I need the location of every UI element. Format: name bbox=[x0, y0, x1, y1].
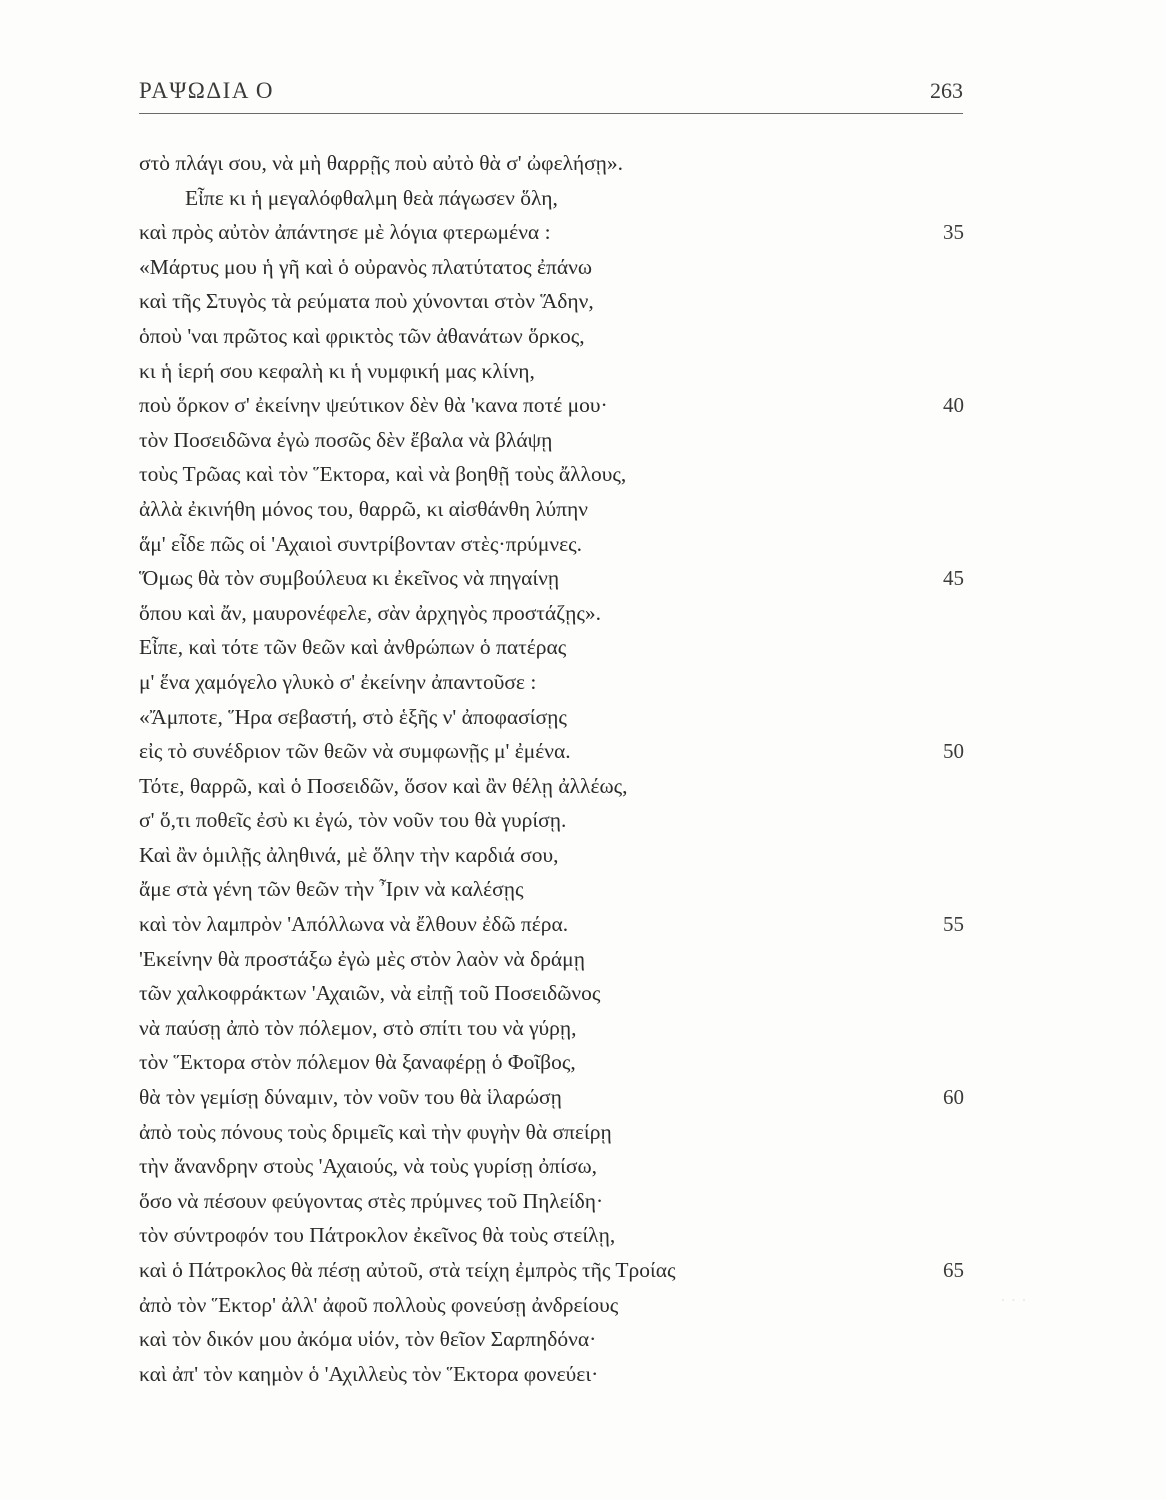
verse-text: τὴν ἄνανδρην στοὺς 'Αχαιούς, νὰ τοὺς γυρίσῃ ὀπίσω, bbox=[139, 1154, 598, 1179]
verse-line bbox=[139, 146, 969, 181]
verse-text: μ' ἕνα χαμόγελο γλυκὸ σ' ἐκείνην ἀπαντοῦσε : bbox=[139, 669, 537, 694]
verse-text: Καὶ ἂν ὁμιλῇς ἀληθινά, μὲ ὅλην τὴν καρδιά σου, bbox=[139, 842, 559, 867]
verse-text: καὶ τὸν δικόν μου ἀκόμα υἱόν, τὸν θεῖον Σαρπηδόνα· bbox=[139, 1327, 597, 1352]
verse-text: ἀπὸ τὸν Ἕκτορ' ἀλλ' ἀφοῦ πολλοὺς φονεύσῃ ἀνδρείους bbox=[139, 1292, 619, 1317]
verse-line bbox=[139, 976, 969, 1011]
verse-line bbox=[139, 492, 969, 527]
verse-line bbox=[139, 907, 969, 942]
verse-line bbox=[139, 215, 969, 250]
verse-line bbox=[139, 596, 969, 631]
verse-text: νὰ παύσῃ ἀπὸ τὸν πόλεμον, στὸ σπίτι του νὰ γύρῃ, bbox=[139, 1015, 577, 1040]
verse-line bbox=[139, 319, 969, 354]
verse-text: καὶ πρὸς αὐτὸν ἀπάντησε μὲ λόγια φτερωμένα : bbox=[139, 220, 551, 245]
verse-line bbox=[139, 1149, 969, 1184]
verse-line bbox=[139, 457, 969, 492]
verse-text: ὅσο νὰ πέσουν φεύγοντας στὲς πρύμνες τοῦ Πηλείδη· bbox=[139, 1188, 604, 1213]
verse-text: τῶν χαλκοφράκτων 'Αχαιῶν, νὰ εἰπῇ τοῦ Ποσειδῶνος bbox=[139, 981, 601, 1006]
verse-line bbox=[139, 769, 969, 804]
verse-block bbox=[139, 146, 969, 1391]
verse-line bbox=[139, 388, 969, 423]
line-number: 35 bbox=[943, 220, 964, 245]
verse-text: τὸν Ἕκτορα στὸν πόλεμον θὰ ξαναφέρῃ ὁ Φοῖβος, bbox=[139, 1050, 576, 1075]
verse-text: Ὅμως θὰ τὸν συμβούλευα κι ἐκεῖνος νὰ πηγαίνῃ bbox=[139, 566, 560, 591]
verse-line bbox=[139, 1357, 969, 1392]
verse-line bbox=[139, 1253, 969, 1288]
verse-text: καὶ ὁ Πάτροκλος θὰ πέσῃ αὐτοῦ, στὰ τείχη ἐμπρὸς τῆς Τροίας bbox=[139, 1258, 676, 1282]
verse-text: ἀλλὰ ἐκινήθη μόνος του, θαρρῶ, κι αἰσθάνθη λύπην bbox=[139, 496, 588, 521]
verse-line bbox=[139, 700, 969, 735]
verse-line bbox=[139, 665, 969, 700]
verse-line bbox=[139, 734, 969, 769]
verse-text: θὰ τὸν γεμίσῃ δύναμιν, τὸν νοῦν του θὰ ἱλαρώσῃ bbox=[139, 1085, 562, 1110]
verse-text: Τότε, θαρρῶ, καὶ ὁ Ποσειδῶν, ὅσον καὶ ἂν θέλῃ ἀλλέως, bbox=[139, 773, 628, 798]
verse-line bbox=[139, 250, 969, 285]
verse-line bbox=[139, 1045, 969, 1080]
verse-text: σ' ὅ,τι ποθεῖς ἐσὺ κι ἐγώ, τὸν νοῦν του θὰ γυρίσῃ. bbox=[139, 808, 567, 833]
verse-line bbox=[139, 1184, 969, 1219]
verse-text: 'Εκείνην θὰ προστάξω ἐγὼ μὲς στὸν λαὸν νὰ δράμῃ bbox=[139, 946, 585, 971]
running-title: ΡΑΨΩΔΙΑ Ο bbox=[139, 78, 275, 103]
verse-text: ἄμε στὰ γένη τῶν θεῶν τὴν Ἶριν νὰ καλέσῃς bbox=[139, 877, 524, 902]
verse-line bbox=[139, 1322, 969, 1357]
header-rule bbox=[139, 113, 963, 114]
verse-line bbox=[139, 1288, 969, 1323]
verse-text: Εἶπε, καὶ τότε τῶν θεῶν καὶ ἀνθρώπων ὁ πατέρας bbox=[139, 635, 567, 660]
verse-text: εἰς τὸ συνέδριον τῶν θεῶν νὰ συμφωνῇς μ' ἐμένα. bbox=[139, 739, 571, 764]
verse-text: ποὺ ὅρκον σ' ἐκείνην ψεύτικον δὲν θὰ 'κανα ποτέ μου· bbox=[139, 393, 608, 418]
line-number: 50 bbox=[943, 739, 964, 764]
verse-text: ἀπὸ τοὺς πόνους τοὺς δριμεῖς καὶ τὴν φυγὴν θὰ σπείρῃ bbox=[139, 1119, 612, 1144]
verse-line bbox=[139, 1218, 969, 1253]
verse-line bbox=[139, 561, 969, 596]
verse-text: κι ἡ ἱερή σου κεφαλὴ κι ἡ νυμφική μας κλίνη, bbox=[139, 358, 535, 383]
verse-line bbox=[139, 803, 969, 838]
verse-text: «Μάρτυς μου ἡ γῆ καὶ ὁ οὐρανὸς πλατύτατος ἐπάνω bbox=[139, 254, 593, 279]
page-number: 263 bbox=[930, 78, 963, 103]
verse-text: καὶ τὸν λαμπρὸν 'Απόλλωνα νὰ ἔλθουν ἐδῶ πέρα. bbox=[139, 912, 569, 937]
verse-text: ἅμ' εἶδε πῶς οἱ 'Αχαιοὶ συντρίβονταν στὲς·πρύμνες. bbox=[139, 531, 582, 556]
verse-text: στὸ πλάγι σου, νὰ μὴ θαρρῇς ποὺ αὐτὸ θὰ σ' ὠφελήσῃ». bbox=[139, 151, 624, 175]
verse-line bbox=[139, 284, 969, 319]
verse-text: ὅπου καὶ ἄν, μαυρονέφελε, σὰν ἀρχηγὸς προστάζῃς». bbox=[139, 600, 601, 625]
verse-line bbox=[139, 423, 969, 458]
verse-line bbox=[139, 1080, 969, 1115]
verse-line bbox=[139, 838, 969, 873]
verse-text: τὸν Ποσειδῶνα ἐγὼ ποσῶς δὲν ἔβαλα νὰ βλάψῃ bbox=[139, 427, 553, 452]
verse-text: τὸν σύντροφόν του Πάτροκλον ἐκεῖνος θὰ τοὺς στείλῃ, bbox=[139, 1223, 616, 1248]
line-number: 40 bbox=[943, 393, 964, 418]
verse-line bbox=[139, 527, 969, 562]
line-number: 55 bbox=[943, 912, 964, 937]
verse-line bbox=[139, 1011, 969, 1046]
line-number: 60 bbox=[943, 1085, 964, 1110]
verse-text: Εἶπε κι ἡ μεγαλόφθαλμη θεὰ πάγωσεν ὅλη, bbox=[185, 185, 558, 210]
verse-text: ὁποὺ 'ναι πρῶτος καὶ φρικτὸς τῶν ἀθανάτων ὅρκος, bbox=[139, 323, 585, 348]
line-number: 65 bbox=[943, 1258, 964, 1282]
verse-line bbox=[139, 354, 969, 389]
show-through-mark: · · · bbox=[1000, 1290, 1027, 1310]
verse-line bbox=[139, 630, 969, 665]
verse-line bbox=[139, 872, 969, 907]
verse-text: καὶ τῆς Στυγὸς τὰ ρεύματα ποὺ χύνονται στὸν Ἅδην, bbox=[139, 289, 594, 314]
verse-text: τοὺς Τρῶας καὶ τὸν Ἕκτορα, καὶ νὰ βοηθῇ τοὺς ἄλλους, bbox=[139, 462, 627, 487]
verse-line bbox=[139, 181, 969, 216]
verse-line bbox=[139, 942, 969, 977]
running-head bbox=[139, 78, 963, 110]
verse-text: «Ἄμποτε, Ἥρα σεβαστή, στὸ ἑξῆς ν' ἀποφασίσῃς bbox=[139, 704, 567, 729]
verse-line bbox=[139, 1115, 969, 1150]
verse-text: καὶ ἀπ' τὸν καημὸν ὁ 'Αχιλλεὺς τὸν Ἕκτορα φονεύει· bbox=[139, 1361, 599, 1386]
line-number: 45 bbox=[943, 566, 964, 591]
